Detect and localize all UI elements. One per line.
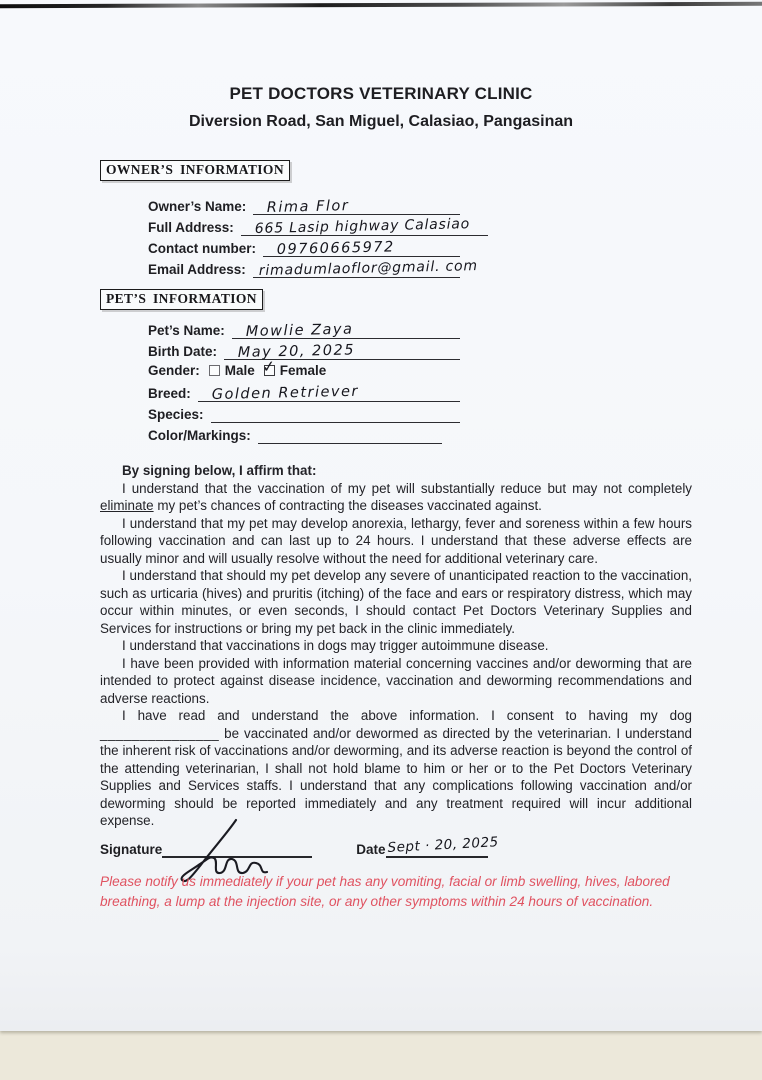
affirmation-paragraph-5: I have been provided with information material concerning vaccines and/or deworming that are intended to protect against disease incidence, vaccination and deworming recommendations and adverse reactions. <box>100 655 692 706</box>
color-markings-label: Color/Markings: <box>148 428 251 443</box>
signature-line <box>162 838 312 858</box>
pet-name-label: Pet’s Name: <box>148 323 225 338</box>
female-checkbox <box>260 356 277 377</box>
date-label: Date <box>356 842 386 857</box>
affirmation-paragraph-2: I understand that my pet may develop anorexia, lethargy, fever and soreness within a few hours following vaccination and can last up to 24 hours. I understand that these adverse effects are usually minor and will usually resolve without the need for additional veterinary care. <box>100 515 692 566</box>
clinic-name: PET DOCTORS VETERINARY CLINIC <box>229 84 533 103</box>
p1-before: I understand that the vaccination of my pet will substantially reduce but may not completely <box>122 480 692 496</box>
species-line <box>211 405 460 423</box>
affirmation-paragraph-1 <box>100 480 692 515</box>
date-handwriting: Sept · 20, 2025 <box>386 834 499 856</box>
owner-name-label: Owner’s Name: <box>148 199 247 214</box>
pet-fields <box>148 318 460 444</box>
checkmark-icon: ✓ <box>260 356 277 377</box>
breed-label: Breed: <box>148 386 191 401</box>
species-label: Species: <box>148 407 204 422</box>
owner-section-title: OWNER’S INFORMATION <box>100 160 290 181</box>
owner-fields <box>148 194 478 279</box>
gender-row <box>148 356 460 381</box>
species-row <box>148 402 460 423</box>
date-line <box>386 834 499 858</box>
signature-date-row <box>100 834 660 858</box>
affirmation-paragraph-3: I understand that should my pet develop any severe of unanticipated reaction to the vaccination, such as urticaria (hives) and pruritis (itching) of the face and ears or respiratory distress, which may occur within minutes, or even seconds, I should contact Pet Doctors Veterinary Supplies and Services for instructions or bring my pet back in the clinic immediately. <box>100 568 692 636</box>
birth-date-label: Birth Date: <box>148 344 218 359</box>
male-checkbox <box>209 365 220 376</box>
affirmation-paragraph-6 <box>100 707 692 830</box>
contact-number-label: Contact number: <box>148 241 256 256</box>
birth-date-line <box>224 342 460 360</box>
breed-handwriting: Golden Retriever <box>211 383 359 403</box>
affirmation-paragraph-4: I understand that vaccinations in dogs may trigger autoimmune disease. <box>122 638 549 653</box>
full-address-label: Full Address: <box>148 220 234 235</box>
p6-before: I have read and understand the above information. I consent to having my dog <box>122 708 692 723</box>
scanner-edge-artifact <box>0 2 762 8</box>
male-label: Male <box>224 362 255 378</box>
full-address-row <box>148 215 488 236</box>
full-address-line <box>241 218 488 236</box>
email-address-row <box>148 257 478 279</box>
female-label: Female <box>279 362 327 378</box>
gender-label: Gender: <box>148 362 200 378</box>
email-address-label: Email Address: <box>148 262 246 277</box>
contact-number-row <box>148 236 460 257</box>
affirmation-text <box>100 462 692 830</box>
dog-name-blank: _______________ <box>100 725 220 741</box>
signature-label: Signature <box>100 842 163 857</box>
pet-name-row <box>148 318 460 339</box>
p6-after: be vaccinated and/or dewormed as directed by the veterinarian. I understand the inherent risk of vaccinations and/or deworming, and its adverse reaction is beyond the control of the attending veterinarian, I shall not hold blame to him or her or to the Pet Doctors Veterinary Supplies and Services staffs. I understand that any complications following vaccination and/or deworming should be reported immediately and any treatment required will incur additional expense. <box>100 725 692 828</box>
breed-line <box>198 384 460 402</box>
email-address-handwriting: rimadumlaoflor@gmail. com <box>258 258 478 279</box>
breed-row <box>148 381 460 402</box>
birth-date-row <box>148 339 460 360</box>
owner-name-row <box>148 194 460 215</box>
p1-after: my pet’s chances of contracting the diseases vaccinated against. <box>153 498 542 513</box>
owner-name-handwriting: Rima Flor <box>266 198 350 216</box>
pet-name-handwriting: Mowlie Zaya <box>245 321 354 340</box>
color-markings-row <box>148 423 460 444</box>
owner-name-line <box>253 197 460 215</box>
birth-date-handwriting: May 20, 2025 <box>237 342 356 361</box>
color-markings-line <box>258 426 442 444</box>
email-address-line <box>253 258 478 279</box>
contact-number-line <box>263 239 460 257</box>
pet-section-title: PET’S INFORMATION <box>100 289 263 310</box>
pet-name-line <box>232 321 460 339</box>
affirmation-heading: By signing below, I affirm that: <box>122 463 317 478</box>
p1-underlined-word: eliminate <box>100 498 154 513</box>
red-warning-note: Please notify us immediately if your pet has any vomiting, facial or limb swelling, hives, labored breathing, a lump at the injection site, or any other symptoms within 24 hours of vaccination. <box>100 874 670 909</box>
full-address-handwriting: 665 Lasip highway Calasiao <box>254 216 471 237</box>
contact-number-handwriting: 09760665972 <box>276 239 395 258</box>
clinic-address: Diversion Road, San Miguel, Calasiao, Pangasinan <box>188 113 574 130</box>
